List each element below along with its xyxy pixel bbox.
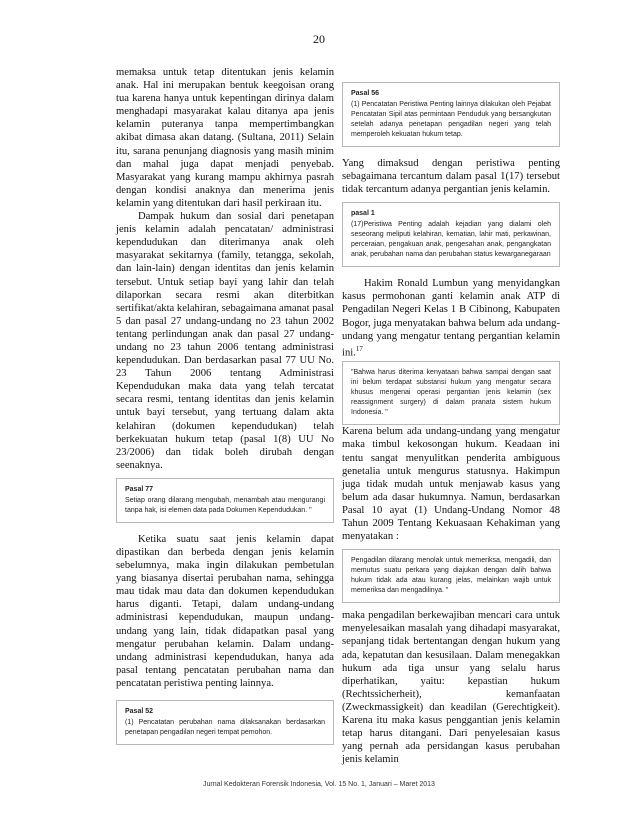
pasal-1-text: (17)Peristiwa Penting adalah kejadian yang dialami oleh seseorang meliputi kelahiran, kematian, lahir mati, perkawinan, perceraian, pengakuan anak, pengesahan anak, pengangkatan anak, perubahan nama dan perubahan status kewarganegaraan [351, 221, 551, 259]
left-paragraph-2: Dampak hukum dan sosial dari penetapan jenis kelamin adalah pencatatan/ administrasi kependudukan dan diterimanya anak oleh masyarakat sekitarnya (family, tetangga, sekolah, dan lain-lain) dengan identitas dan jenis kelamin tersebut. Untuk setiap bayi yang lahir dan telah dilaporkan secara resmi akan diterbitkan sertifikat/akta kelahiran, sebagaimana amanat pasal 5 dan pasal 27 undang-undang no 23 tahun 2002 tentang perlindungan anak dan pasal 27 undang-undang no 23 tahun 2006 tentang administrasi kependudukan. Dan berdasarkan pasal 77 UU No. 23 Tahun 2006 tentang Administrasi Kependudukan maka data yang telah tercatat secara resmi, tentang identitas dan jenis kelamin untuk bayi tersebut, yang tertuang dalam akta kelahiran (dokumen kependudukan) telah berkekuatan hukum tetap (pasal 1(8) UU No 23/2006) dan tidak boleh dirubah dengan seenaknya. [116, 211, 334, 471]
right-paragraph-1: Yang dimaksud dengan peristiwa penting sebagaimana tercantum dalam pasal 1(17) tersebut tidak tercantum adanya pergantian jenis kelamin. [342, 158, 560, 196]
journal-footer: Jurnal Kedokteran Forensik Indonesia, Vol. 15 No. 1, Januari – Maret 2013 [203, 781, 435, 788]
pasal-52-box [116, 700, 334, 745]
right-paragraph-3: Karena belum ada undang-undang yang mengatur maka timbul kekosongan hukum. Keadaan ini tentu sangat menyulitkan penderita ambiguous genetalia untuk mengurus statusnya. Hakimpun juga tidak mudah untuk menjawab kasus yang belum ada dasar hukumnya. Namun, berdasarkan Pasal 10 ayat (1) Undang-Undang Nomor 48 Tahun 2009 Tentang Kekuasaan Kehakiman yang menyatakan : [342, 426, 560, 543]
pasal-56-title: Pasal 56 [351, 90, 380, 97]
pasal-52-text: (1) Pencatatan perubahan nama dilaksanakan berdasarkan penetapan pengadilan negeri tempat pemohon. [125, 719, 325, 737]
pasal-52-title: Pasal 52 [125, 708, 154, 716]
pasal-10-quote-box [342, 549, 560, 603]
right-paragraph-2-text: Hakim Ronald Lumbun yang menyidangkan kasus permohonan ganti kelamin anak ATP di Pengadilan Negeri Kelas 1 B Cibinong, Kabupaten Bogor, juga menyatakan bahwa belum ada undang-undang yang mengatur tentang pergantian kelamin ini. [342, 278, 560, 359]
pasal-77-text: Setiap orang dilarang mengubah, menambah atau mengurangi tanpa hak, isi elemen data pada Dokumen Kependudukan. " [125, 496, 325, 514]
footnote-ref-17[interactable]: 17 [355, 344, 363, 353]
right-paragraph-2 [342, 277, 560, 359]
right-column [342, 82, 560, 766]
pasal-77-box [116, 478, 334, 523]
right-paragraph-4: maka pengadilan berkewajiban mencari cara untuk menyelesaikan masalah yang dihadapi masyarakat, sepanjang tidak bertentangan dengan hukum yang ada, kepatutan dan kesusilaan. Dalam menegakkan hukum ada tiga unsur yang selalu harus diperhatikan, yaitu: kepastian hukum (Rechtssicherheit), kemanfaatan (Zweckmassigkeit) dan keadilan (Gerechtigkeit). Karena itu maka kasus penggantian jenis kelamin tetap harus ditangani. Dari penyelesaian kasus yang pernah ada persidangan kasus perubahan jenis kelamin [342, 610, 560, 766]
pasal-56-text: (1) Pencatatan Peristiwa Penting lainnya dilakukan oleh Pejabat Pencatatan Sipil atas permintaan Penduduk yang bersangkutan setelah adanya penetapan pengadilan negeri yang telah memperoleh kekuatan hukum tetap. [351, 101, 551, 138]
left-paragraph-3: Ketika suatu saat jenis kelamin dapat dipastikan dan berbeda dengan jenis kelamin sebelumnya, maka ingin dilakukan pembetulan yang biasanya disertai perubahan nama, sehingga mau tidak mau data dan dokumen kependudukan harus diganti. Tetapi, dalam undang-undang administrasi kependudukan, maupun undang-undang yang lain, tidak didapatkan pasal yang mengatur perubahan kelamin. Dalam undang-undang administrasi kependudukan, hanya ada pasal tentang pencatatan perubahan nama dan pencatatan peristiwa penting lainnya. [116, 533, 334, 689]
court-quote-box [342, 361, 560, 425]
left-paragraph-1: memaksa untuk tetap ditentukan jenis kelamin anak. Hal ini merupakan bentuk keegoisan orang tua karena hanya untuk kepentingan dirinya dalam menghadapi masyarakat kalau ditanya apa jenis kelamin puteranya tanpa mempertimbangkan akibat dimasa akan datang. (Sultana, 2011) Selain itu, sarana penunjang diagnosis yang masih minim dan mahal juga dapat menjadi penyebab. Masyarakat yang kurang mampu akhirnya pasrah dengan kondisi anaknya dan menerima jenis kelamin yang ditentukan dari hasil perkiraan itu. [116, 67, 334, 209]
page-number: 20 [313, 32, 325, 46]
pasal-1-title: pasal 1 [351, 210, 375, 218]
pasal-56-box [342, 82, 560, 147]
court-quote-text: "Bahwa harus diterima kenyataan bahwa sampai dengan saat ini belum terdapat substansi hukum yang mengatur secara khusus mengenai operasi pergantian jenis kelamin (sex reassignment surgery) di dalam pranata sistem hukum Indonesia. " [351, 369, 551, 417]
pasal-1-box [342, 202, 560, 267]
left-column [116, 66, 334, 745]
pasal-77-title: Pasal 77 [125, 485, 154, 493]
pasal-10-quote-text: Pengadilan dilarang menolak untuk memeriksa, mengadili, dan memutus suatu perkara yang diajukan dengan dalih bahwa hukum tidak ada atau kurang jelas, melainkan wajib untuk memeriksa dan mengadilinya. " [351, 557, 551, 595]
